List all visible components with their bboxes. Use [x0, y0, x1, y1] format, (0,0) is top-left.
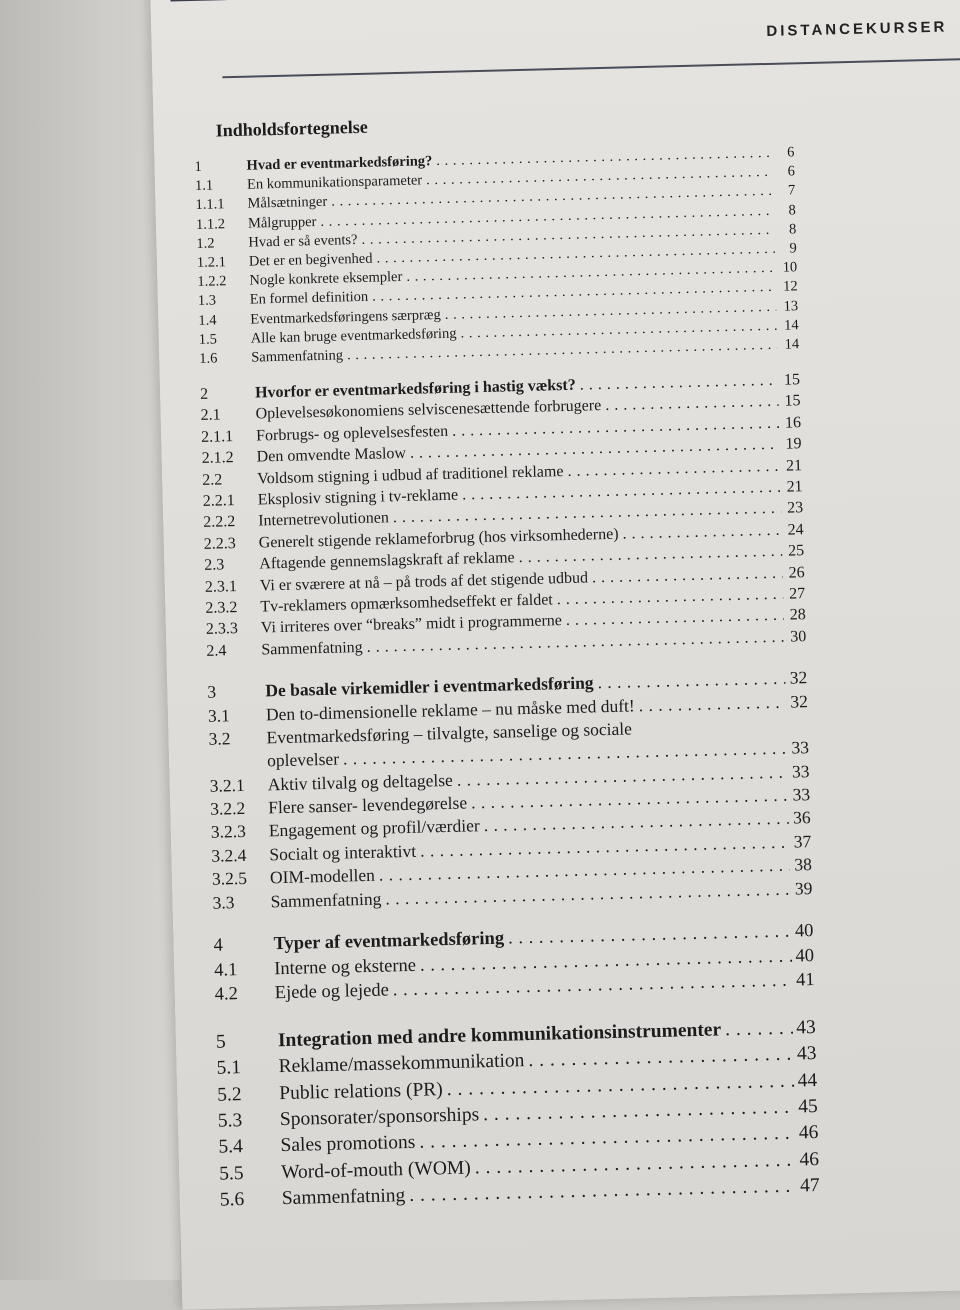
toc-page-number: 39 — [794, 877, 813, 899]
toc-chapter-2 — [200, 371, 807, 664]
toc-number: 2.1.2 — [201, 449, 234, 468]
toc-chapter-title: Hvorfor er eventmarkedsføring i hastig vækst? — [254, 376, 576, 402]
toc-number: 5.1 — [216, 1057, 242, 1079]
toc-chapter-1 — [194, 144, 799, 370]
table-of-contents — [194, 144, 820, 1216]
dot-leader — [605, 393, 779, 415]
dot-leader — [725, 1017, 793, 1041]
toc-entry-title: Den omvendte Maslow — [256, 445, 407, 466]
toc-entry-title: Sammenfatning — [281, 1185, 406, 1210]
toc-entry-title: Den to-dimensionelle reklame – nu måske med duft! — [265, 694, 635, 724]
toc-page-number: 40 — [794, 921, 814, 942]
toc-number: 4 — [213, 935, 224, 956]
toc-chapter-title: Integration med andre kommunikationsinstrumenter — [277, 1019, 722, 1052]
toc-entry-title: En kommunikationsparameter — [246, 172, 423, 193]
toc-number: 1.2.1 — [196, 254, 227, 271]
page-tab-mark — [170, 0, 226, 2]
toc-page-number: 44 — [797, 1069, 818, 1092]
toc-page-number: 8 — [788, 221, 797, 238]
toc-entry-title: Public relations (PR) — [278, 1078, 444, 1104]
toc-page-number: 47 — [799, 1175, 820, 1197]
toc-page-number: 26 — [788, 563, 805, 582]
toc-number: 3.2.1 — [209, 774, 245, 796]
toc-number: 1.1 — [194, 177, 214, 195]
toc-page-number: 7 — [787, 182, 796, 199]
toc-number: 3.2.5 — [211, 868, 248, 890]
toc-number: 1 — [194, 158, 203, 175]
toc-page-number: 43 — [796, 1043, 817, 1065]
toc-page-number: 27 — [788, 585, 806, 603]
toc-page-number: 46 — [798, 1122, 819, 1144]
toc-entry-title: Vi er sværere at nå – på trods af det stigende udbud — [259, 569, 589, 595]
toc-entry-title: Socialt og interaktivt — [269, 840, 417, 865]
toc-entry-title: Oplevelsesøkonomiens selviscenesættende forbrugere — [255, 397, 602, 423]
toc-number: 5.4 — [218, 1136, 244, 1159]
toc-page-number: 24 — [787, 520, 804, 539]
toc-entry-title: Nogle konkrete eksempler — [249, 269, 403, 289]
toc-number: 2.4 — [206, 642, 227, 660]
dot-leader — [622, 522, 782, 544]
toc-number: 2.1.1 — [200, 427, 234, 446]
toc-page-number: 43 — [796, 1016, 817, 1039]
toc-page-number: 32 — [790, 690, 809, 712]
toc-entry-title: Sales promotions — [280, 1132, 416, 1157]
toc-page-number: 33 — [791, 737, 810, 758]
toc-entry-title: Reklame/massekommunikation — [278, 1050, 525, 1078]
dot-leader — [638, 691, 786, 716]
toc-entry-title: Generelt stigende reklameforbrug (hos virksomhederne) — [258, 525, 619, 552]
toc-chapter-title: De basale virkemidler i eventmarkedsføring — [265, 672, 594, 701]
toc-page-number: 41 — [795, 970, 815, 991]
toc-page-number: 32 — [789, 667, 808, 688]
toc-entry-title: Det er en begivenhed — [248, 250, 373, 270]
toc-entry-title: Flere sanser- levendegørelse — [268, 792, 468, 818]
toc-page-number: 16 — [784, 414, 802, 432]
toc-number: 3.1 — [207, 704, 231, 726]
toc-number: 5.3 — [217, 1110, 243, 1132]
toc-page-number: 38 — [794, 854, 813, 875]
toc-page-number: 12 — [782, 278, 798, 295]
toc-number: 3 — [207, 681, 217, 702]
toc-entry-title: Sammenfatning — [261, 638, 363, 659]
header-rule — [222, 57, 960, 79]
toc-number: 4.1 — [213, 959, 238, 981]
toc-number: 1.1.2 — [195, 215, 226, 233]
toc-number: 3.2.3 — [210, 821, 247, 843]
book-page — [150, 0, 960, 1310]
toc-page-number: 6 — [786, 144, 795, 161]
dot-leader — [580, 372, 779, 395]
toc-number: 3.2.4 — [211, 844, 247, 866]
toc-page-number: 28 — [789, 606, 806, 624]
toc-entry-title: Sammenfatning — [270, 888, 382, 911]
toc-number: 2.2.3 — [203, 534, 236, 553]
desk-background — [0, 0, 180, 1280]
toc-entry-title: Tv-reklamers opmærksomhedseffekt er faldet — [260, 591, 553, 616]
toc-page-number: 19 — [785, 435, 802, 453]
toc-entry-title: Aftagende gennemslagskraft af reklame — [259, 549, 515, 573]
toc-number: 2.3.1 — [204, 577, 238, 596]
toc-page-number: 13 — [783, 297, 799, 315]
toc-number: 3.2 — [208, 728, 231, 749]
toc-number: 5.6 — [219, 1189, 245, 1211]
toc-page-number: 33 — [791, 760, 810, 782]
toc-chapter-title: Typer af eventmarkedsføring — [273, 928, 505, 955]
toc-page-number: 46 — [799, 1148, 820, 1171]
toc-page-number: 25 — [787, 542, 805, 560]
toc-number: 2.3.3 — [205, 620, 239, 639]
toc-page-number: 14 — [784, 336, 800, 353]
toc-entry-title: Eksplosiv stigning i tv-reklame — [257, 486, 459, 509]
toc-chapter-3 — [207, 667, 813, 915]
toc-number: 2 — [199, 385, 209, 403]
toc-number: 3.3 — [212, 891, 235, 913]
toc-page-number: 36 — [792, 807, 811, 829]
toc-page-number: 23 — [786, 499, 804, 517]
toc-page-number: 40 — [795, 945, 815, 967]
toc-number: 1.3 — [197, 292, 217, 310]
toc-chapter-4 — [213, 921, 815, 1009]
toc-entry-title: Målgrupper — [247, 213, 317, 232]
toc-entry-title: Aktiv tilvalg og deltagelse — [267, 769, 454, 795]
toc-entry-title: Internetrevolutionen — [258, 509, 390, 530]
toc-page-number: 15 — [784, 392, 801, 411]
toc-number: 1.6 — [199, 350, 218, 367]
dot-leader — [508, 922, 791, 950]
toc-entry-title: Eventmarkedsføring – tilvalgte, sanselige og sociale — [266, 718, 633, 748]
toc-page-number: 10 — [782, 259, 798, 276]
toc-number: 1.2 — [196, 235, 215, 252]
toc-entry-title: Forbrugs- og oplevelsesfesten — [255, 422, 449, 445]
toc-entry-title: Engagement og profil/værdier — [268, 815, 480, 841]
toc-entry-title: Sponsorater/sponsorships — [279, 1104, 480, 1131]
toc-entry-title: Målsætninger — [247, 194, 328, 213]
toc-page-number: 21 — [786, 478, 803, 496]
toc-page-number: 21 — [785, 456, 803, 475]
toc-entry-title: Eventmarkedsføringens særpræg — [250, 306, 441, 328]
toc-page-number: 6 — [787, 163, 796, 180]
toc-title: Indholdsfortegnelse — [215, 116, 368, 141]
toc-entry-title: Hvad er så events? — [248, 231, 358, 251]
toc-page-number: 14 — [783, 316, 799, 334]
toc-entry-title: En formel definition — [249, 289, 369, 308]
toc-page-number: 33 — [792, 784, 811, 805]
toc-entry-title: Sammenfatning — [251, 347, 344, 366]
toc-entry-title: Ejede og lejede — [274, 980, 390, 1004]
toc-entry-title-continued: oplevelser — [266, 748, 340, 771]
toc-number: 1.5 — [198, 331, 218, 348]
toc-entry-title: Vi irriteres over “breaks” midt i programmerne — [260, 612, 563, 637]
toc-page-number: 9 — [789, 240, 797, 257]
toc-chapter-5 — [216, 1017, 820, 1216]
toc-number: 2.3 — [204, 556, 225, 575]
dot-leader — [597, 668, 785, 694]
toc-number: 2.3.2 — [205, 599, 238, 617]
toc-number: 5.2 — [217, 1083, 242, 1106]
toc-page-number: 37 — [793, 830, 812, 852]
toc-number: 5.5 — [218, 1162, 244, 1185]
toc-entry-title: Alle kan bruge eventmarkedsføring — [250, 325, 457, 347]
toc-number: 2.2 — [202, 471, 223, 489]
toc-number: 3.2.2 — [210, 798, 246, 819]
toc-number: 4.2 — [214, 984, 239, 1005]
toc-entry-title: Interne og eksterne — [273, 955, 417, 979]
toc-number: 2.2.1 — [202, 492, 235, 510]
running-head: DISTANCEKURSER — [766, 18, 948, 40]
toc-page-number: 8 — [788, 201, 797, 219]
toc-number: 1.1.1 — [195, 196, 225, 214]
dot-leader — [567, 457, 780, 480]
toc-page-number: 15 — [783, 371, 801, 389]
toc-number: 5 — [215, 1031, 226, 1053]
toc-number: 1.2.2 — [197, 273, 227, 291]
toc-chapter-title: Hvad er eventmarkedsføring? — [246, 153, 433, 174]
toc-page-number: 45 — [797, 1096, 818, 1118]
toc-page-number: 30 — [790, 627, 807, 646]
toc-number: 2.1 — [200, 406, 221, 425]
dot-leader — [592, 564, 783, 587]
toc-number: 1.4 — [198, 311, 217, 329]
toc-number: 2.2.2 — [203, 513, 236, 532]
toc-entry-title: Voldsom stigning i udbud af traditionel reklame — [257, 462, 564, 488]
toc-entry-title: OIM-modellen — [269, 865, 376, 888]
toc-entry-title: Word-of-mouth (WOM) — [280, 1157, 471, 1183]
